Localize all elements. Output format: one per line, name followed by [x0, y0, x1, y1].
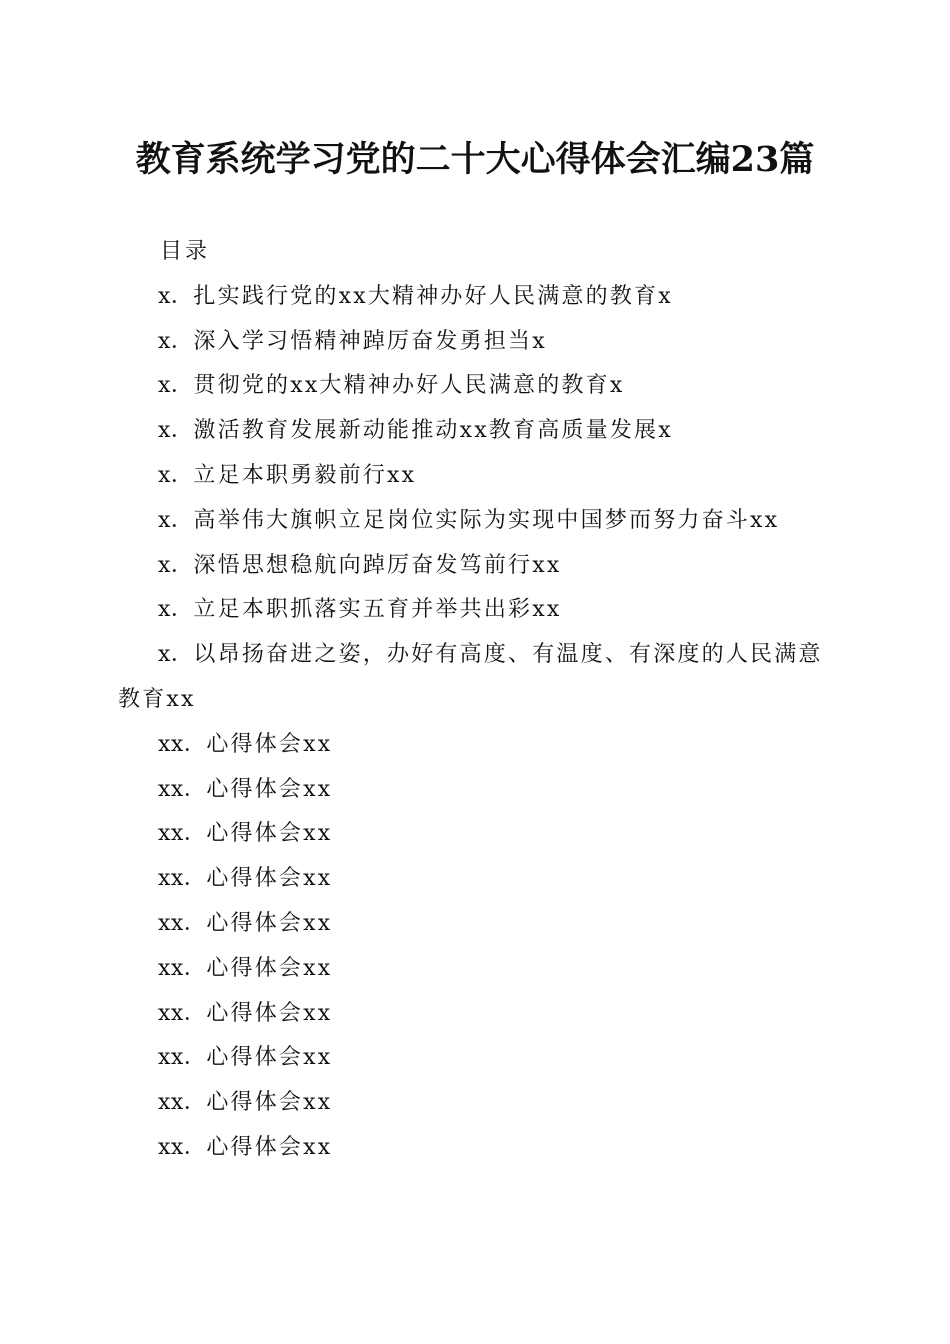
document-title: 教育系统学习党的二十大心得体会汇编23篇 [135, 139, 815, 180]
toc-item-text: 心得体会xx [206, 866, 333, 892]
toc-item-number: x． [158, 283, 194, 309]
toc-item-number: xx． [158, 866, 207, 892]
toc-item-number: x． [158, 642, 194, 668]
toc-item-number: xx． [158, 1000, 207, 1026]
toc-item[interactable] [118, 1081, 838, 1126]
toc-item-text: 立足本职勇毅前行xx [193, 462, 417, 488]
toc-item-number: x． [158, 418, 194, 444]
toc-item-text: 深入学习悟精神踔厉奋发勇担当x [193, 328, 547, 354]
toc-item-number: xx． [158, 1045, 207, 1071]
toc-item-text: 心得体会xx [206, 1134, 333, 1160]
toc-item-text: 扎实践行党的xx大精神办好人民满意的教育x [193, 283, 673, 309]
toc-item-text: 心得体会xx [206, 1000, 333, 1026]
toc-item-text: 立足本职抓落实五育并举共出彩xx [193, 597, 562, 623]
toc-item-text: 心得体会xx [206, 1045, 333, 1071]
toc-item[interactable] [118, 947, 838, 992]
toc-item[interactable] [118, 1036, 838, 1081]
toc-item-number: xx． [158, 821, 207, 847]
toc-item-number: x． [158, 462, 194, 488]
toc-item[interactable] [118, 588, 838, 633]
toc-item[interactable] [118, 812, 838, 857]
toc-heading: 目录 [160, 239, 211, 264]
toc-item-text: 高举伟大旗帜立足岗位实际为实现中国梦而努力奋斗xx [193, 507, 780, 533]
toc-item-text: 心得体会xx [206, 821, 333, 847]
toc-item-text: 心得体会xx [206, 776, 333, 802]
toc-item-number: x． [158, 328, 194, 354]
toc-item-number: xx． [158, 910, 207, 936]
toc-item-number: xx． [158, 1090, 207, 1116]
toc-item[interactable] [118, 275, 838, 320]
toc-item-text: 贯彻党的xx大精神办好人民满意的教育x [193, 373, 625, 399]
toc-item[interactable] [118, 364, 838, 409]
toc-item-text: 激活教育发展新动能推动xx教育高质量发展x [193, 418, 673, 444]
toc-item-text: 以昂扬奋进之姿，办好有高度、有温度、有深度的人民满意教育xx [118, 642, 823, 712]
toc-item-number: x． [158, 552, 194, 578]
toc-item-text: 心得体会xx [206, 910, 333, 936]
toc-item[interactable] [118, 992, 838, 1037]
table-of-contents [118, 230, 838, 1171]
toc-item[interactable] [118, 857, 838, 902]
toc-item[interactable] [118, 499, 838, 544]
toc-item-number: xx． [158, 1134, 207, 1160]
toc-item[interactable] [118, 320, 838, 365]
toc-item-number: xx． [158, 955, 207, 981]
toc-item[interactable] [118, 768, 838, 813]
toc-list [118, 275, 838, 1171]
toc-item-text: 深悟思想稳航向踔厉奋发笃前行xx [193, 552, 562, 578]
toc-item-number: x． [158, 373, 194, 399]
toc-item-number: x． [158, 597, 194, 623]
toc-item-text: 心得体会xx [206, 955, 333, 981]
toc-item[interactable] [118, 544, 838, 589]
toc-item[interactable] [118, 454, 838, 499]
toc-item-number: xx． [158, 776, 207, 802]
toc-item-number: xx． [158, 731, 207, 757]
toc-item-number: x． [158, 507, 194, 533]
toc-item[interactable] [118, 633, 838, 723]
toc-item[interactable] [118, 902, 838, 947]
toc-item[interactable] [118, 409, 838, 454]
toc-item-text: 心得体会xx [206, 1090, 333, 1116]
toc-item[interactable] [118, 1126, 838, 1171]
toc-item-text: 心得体会xx [206, 731, 333, 757]
toc-item[interactable] [118, 723, 838, 768]
